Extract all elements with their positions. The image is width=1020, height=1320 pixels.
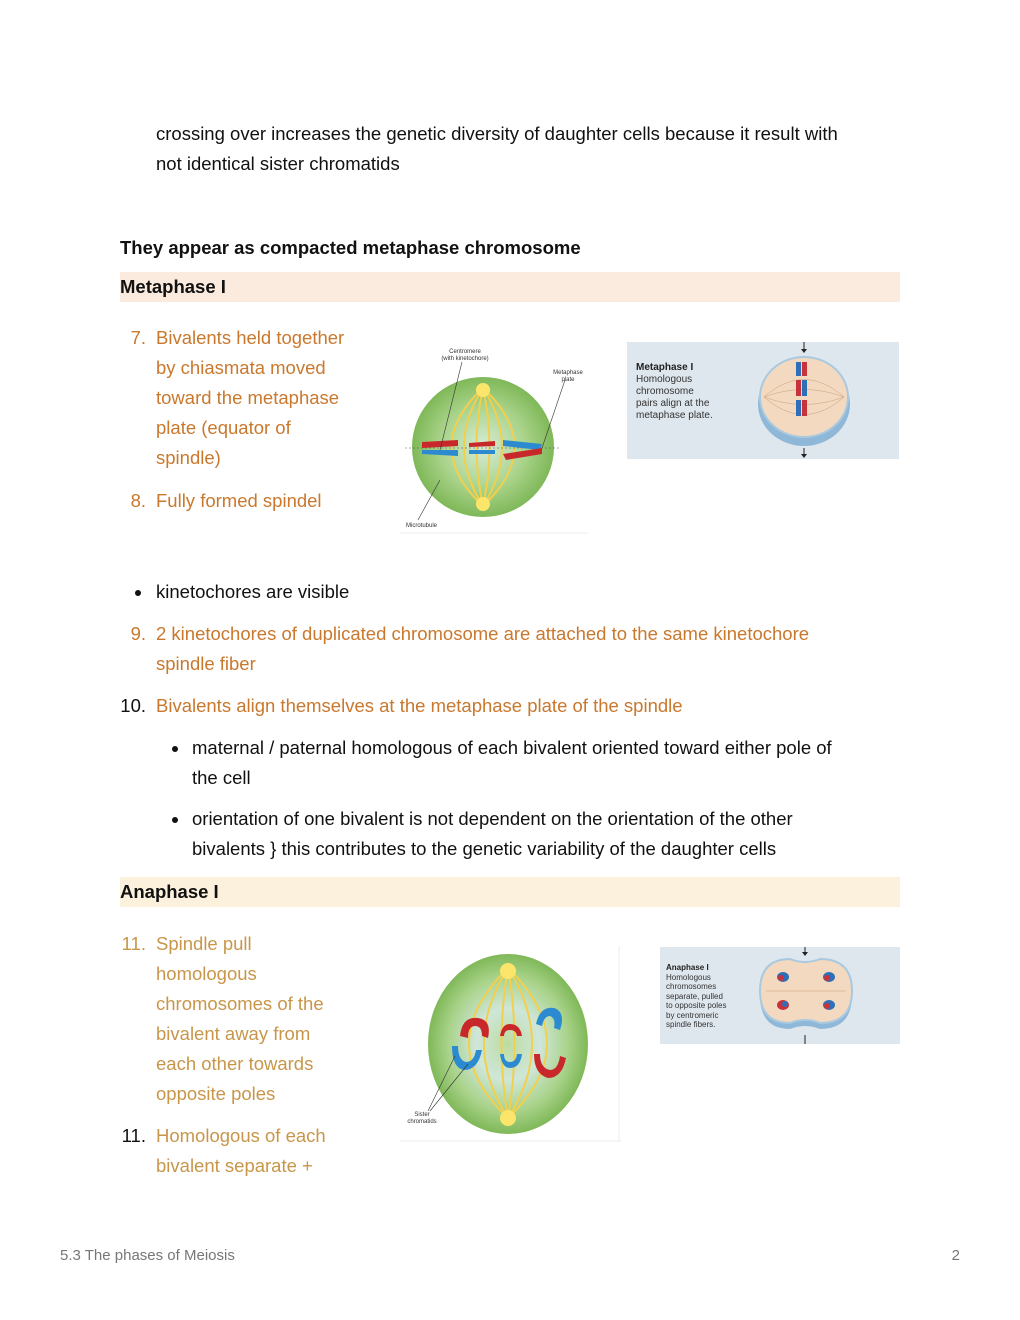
list-text: Bivalents held together <box>156 327 345 348</box>
list-marker: 11. <box>121 1125 146 1146</box>
list-text: spindle) <box>156 447 221 468</box>
subheading: They appear as compacted metaphase chromosome <box>120 237 581 258</box>
section-title-anaphase: Anaphase I <box>120 881 219 902</box>
list-text: Bivalents align themselves at the metaphase plate of the spindle <box>156 695 683 716</box>
intro-line-1: crossing over increases the genetic diversity of daughter cells because it result with <box>156 123 838 144</box>
page-number: 2 <box>951 1247 960 1264</box>
list-text: homologous <box>156 963 257 984</box>
label-centromere: Centromere (with kinetochore) <box>441 349 489 362</box>
label-metaphase-plate: Metaphase plate <box>553 370 583 383</box>
list-marker: 9. <box>130 623 146 644</box>
list-text: toward the metaphase <box>156 387 340 408</box>
bullet-icon <box>172 746 178 752</box>
list-marker: 11. <box>121 933 146 954</box>
label-sister-chromatids: Sister chromatids <box>407 1112 437 1125</box>
figure-caption: Anaphase I Homologous chromosomes separate, pulled to opposite poles by centromeric spindle fibers. <box>666 963 727 1029</box>
list-text: bivalent separate + <box>156 1155 313 1176</box>
bullet-icon <box>135 590 141 596</box>
bullet-text: the cell <box>192 767 251 788</box>
list-text: by chiasmata moved <box>156 357 326 378</box>
list-text: spindle fiber <box>156 653 256 674</box>
list-marker: 7. <box>130 327 146 348</box>
section-bar-metaphase <box>120 272 900 302</box>
footer-title: 5.3 The phases of Meiosis <box>60 1247 235 1264</box>
bullet-text: maternal / paternal homologous of each bivalent oriented toward either pole of <box>192 737 832 758</box>
list-marker: 8. <box>130 490 146 511</box>
intro-line-2: not identical sister chromatids <box>156 153 400 174</box>
list-text: each other towards <box>156 1053 314 1074</box>
list-marker: 10. <box>120 695 146 716</box>
bullet-text: bivalents } this contributes to the genetic variability of the daughter cells <box>192 838 777 859</box>
bullet-text: kinetochores are visible <box>156 581 350 602</box>
list-text: opposite poles <box>156 1083 276 1104</box>
list-text: plate (equator of <box>156 417 291 438</box>
list-text: Fully formed spindel <box>156 490 322 511</box>
section-title-metaphase: Metaphase I <box>120 276 226 297</box>
anaphase-textbook-figure <box>660 947 900 1044</box>
metaphase-textbook-figure <box>627 342 899 459</box>
label-microtubule: Microtubule <box>406 523 438 529</box>
list-text: Spindle pull <box>156 933 252 954</box>
bullet-text: orientation of one bivalent is not dependent on the orientation of the other <box>192 808 793 829</box>
section-bar-anaphase <box>120 877 900 907</box>
list-text: chromosomes of the <box>156 993 324 1014</box>
metaphase-cell-diagram <box>400 340 588 534</box>
bullet-icon <box>172 817 178 823</box>
list-text: bivalent away from <box>156 1023 311 1044</box>
anaphase-cell-diagram <box>400 946 621 1142</box>
list-text: 2 kinetochores of duplicated chromosome are attached to the same kinetochore <box>156 623 810 644</box>
list-text: Homologous of each <box>156 1125 326 1146</box>
figure-caption: Metaphase I Homologous chromosome pairs align at the metaphase plate. <box>636 362 713 421</box>
